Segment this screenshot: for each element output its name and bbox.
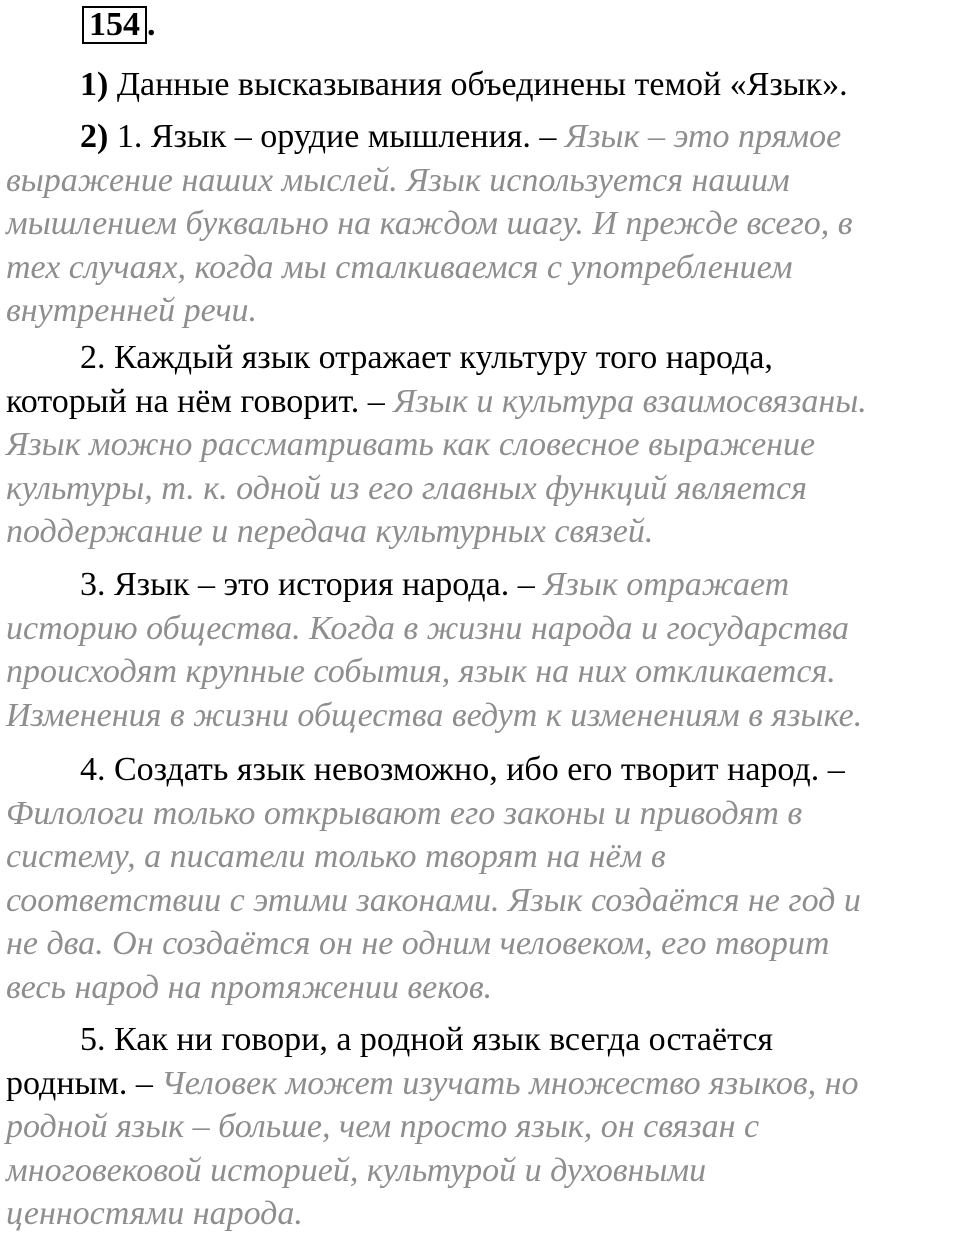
item-1-paragraph: 2) 1. Язык – орудие мышления. – Язык – это прямое выражение наших мыслей. Язык используется нашим мышлением буквально на каждом шагу. И прежде всего, в тех случаях, когда мы сталкиваемся с употреблением внутренней речи. [6,118,853,329]
exercise-number-dot: . [147,6,156,43]
item-5-paragraph: 5. Как ни говори, а родной язык всегда остаётся родным. – Человек может изучать множество языков, но родной язык – больше, чем просто язык, он связан с многовековой историей, культурой и духовными ценностями народа. [6,1021,859,1232]
exercise-number [82,6,156,44]
part1-text: Данные высказывания объединены темой «Язык». [108,66,848,103]
part1-marker: 1) [80,66,109,103]
part1-paragraph [6,63,956,107]
item-2-paragraph: 2. Каждый язык отражает культуру того народа, который на нём говорит. – Язык и культура взаимосвязаны. Язык можно рассматривать как словесное выражение культуры, т. к. одной из его главных функций является поддержание и передача культурных связей. [6,339,867,550]
exercise-number-box: 154 [82,6,147,44]
part2-marker: 2) [80,118,109,155]
item-3-paragraph: 3. Язык – это история народа. – Язык отражает историю общества. Когда в жизни народа и государства происходят крупные события, язык на них откликается. Изменения в жизни общества ведут к изменениям в языке. [6,566,863,734]
item-4-paragraph: 4. Создать язык невозможно, ибо его творит народ. – Филологи только открывают его законы и приводят в систему, а писатели только творят на нём в соответствии с этими законами. Язык создаётся не год и не два. Он создаётся он не одним человеком, его творит весь народ на протяжении веков. [6,751,861,1006]
